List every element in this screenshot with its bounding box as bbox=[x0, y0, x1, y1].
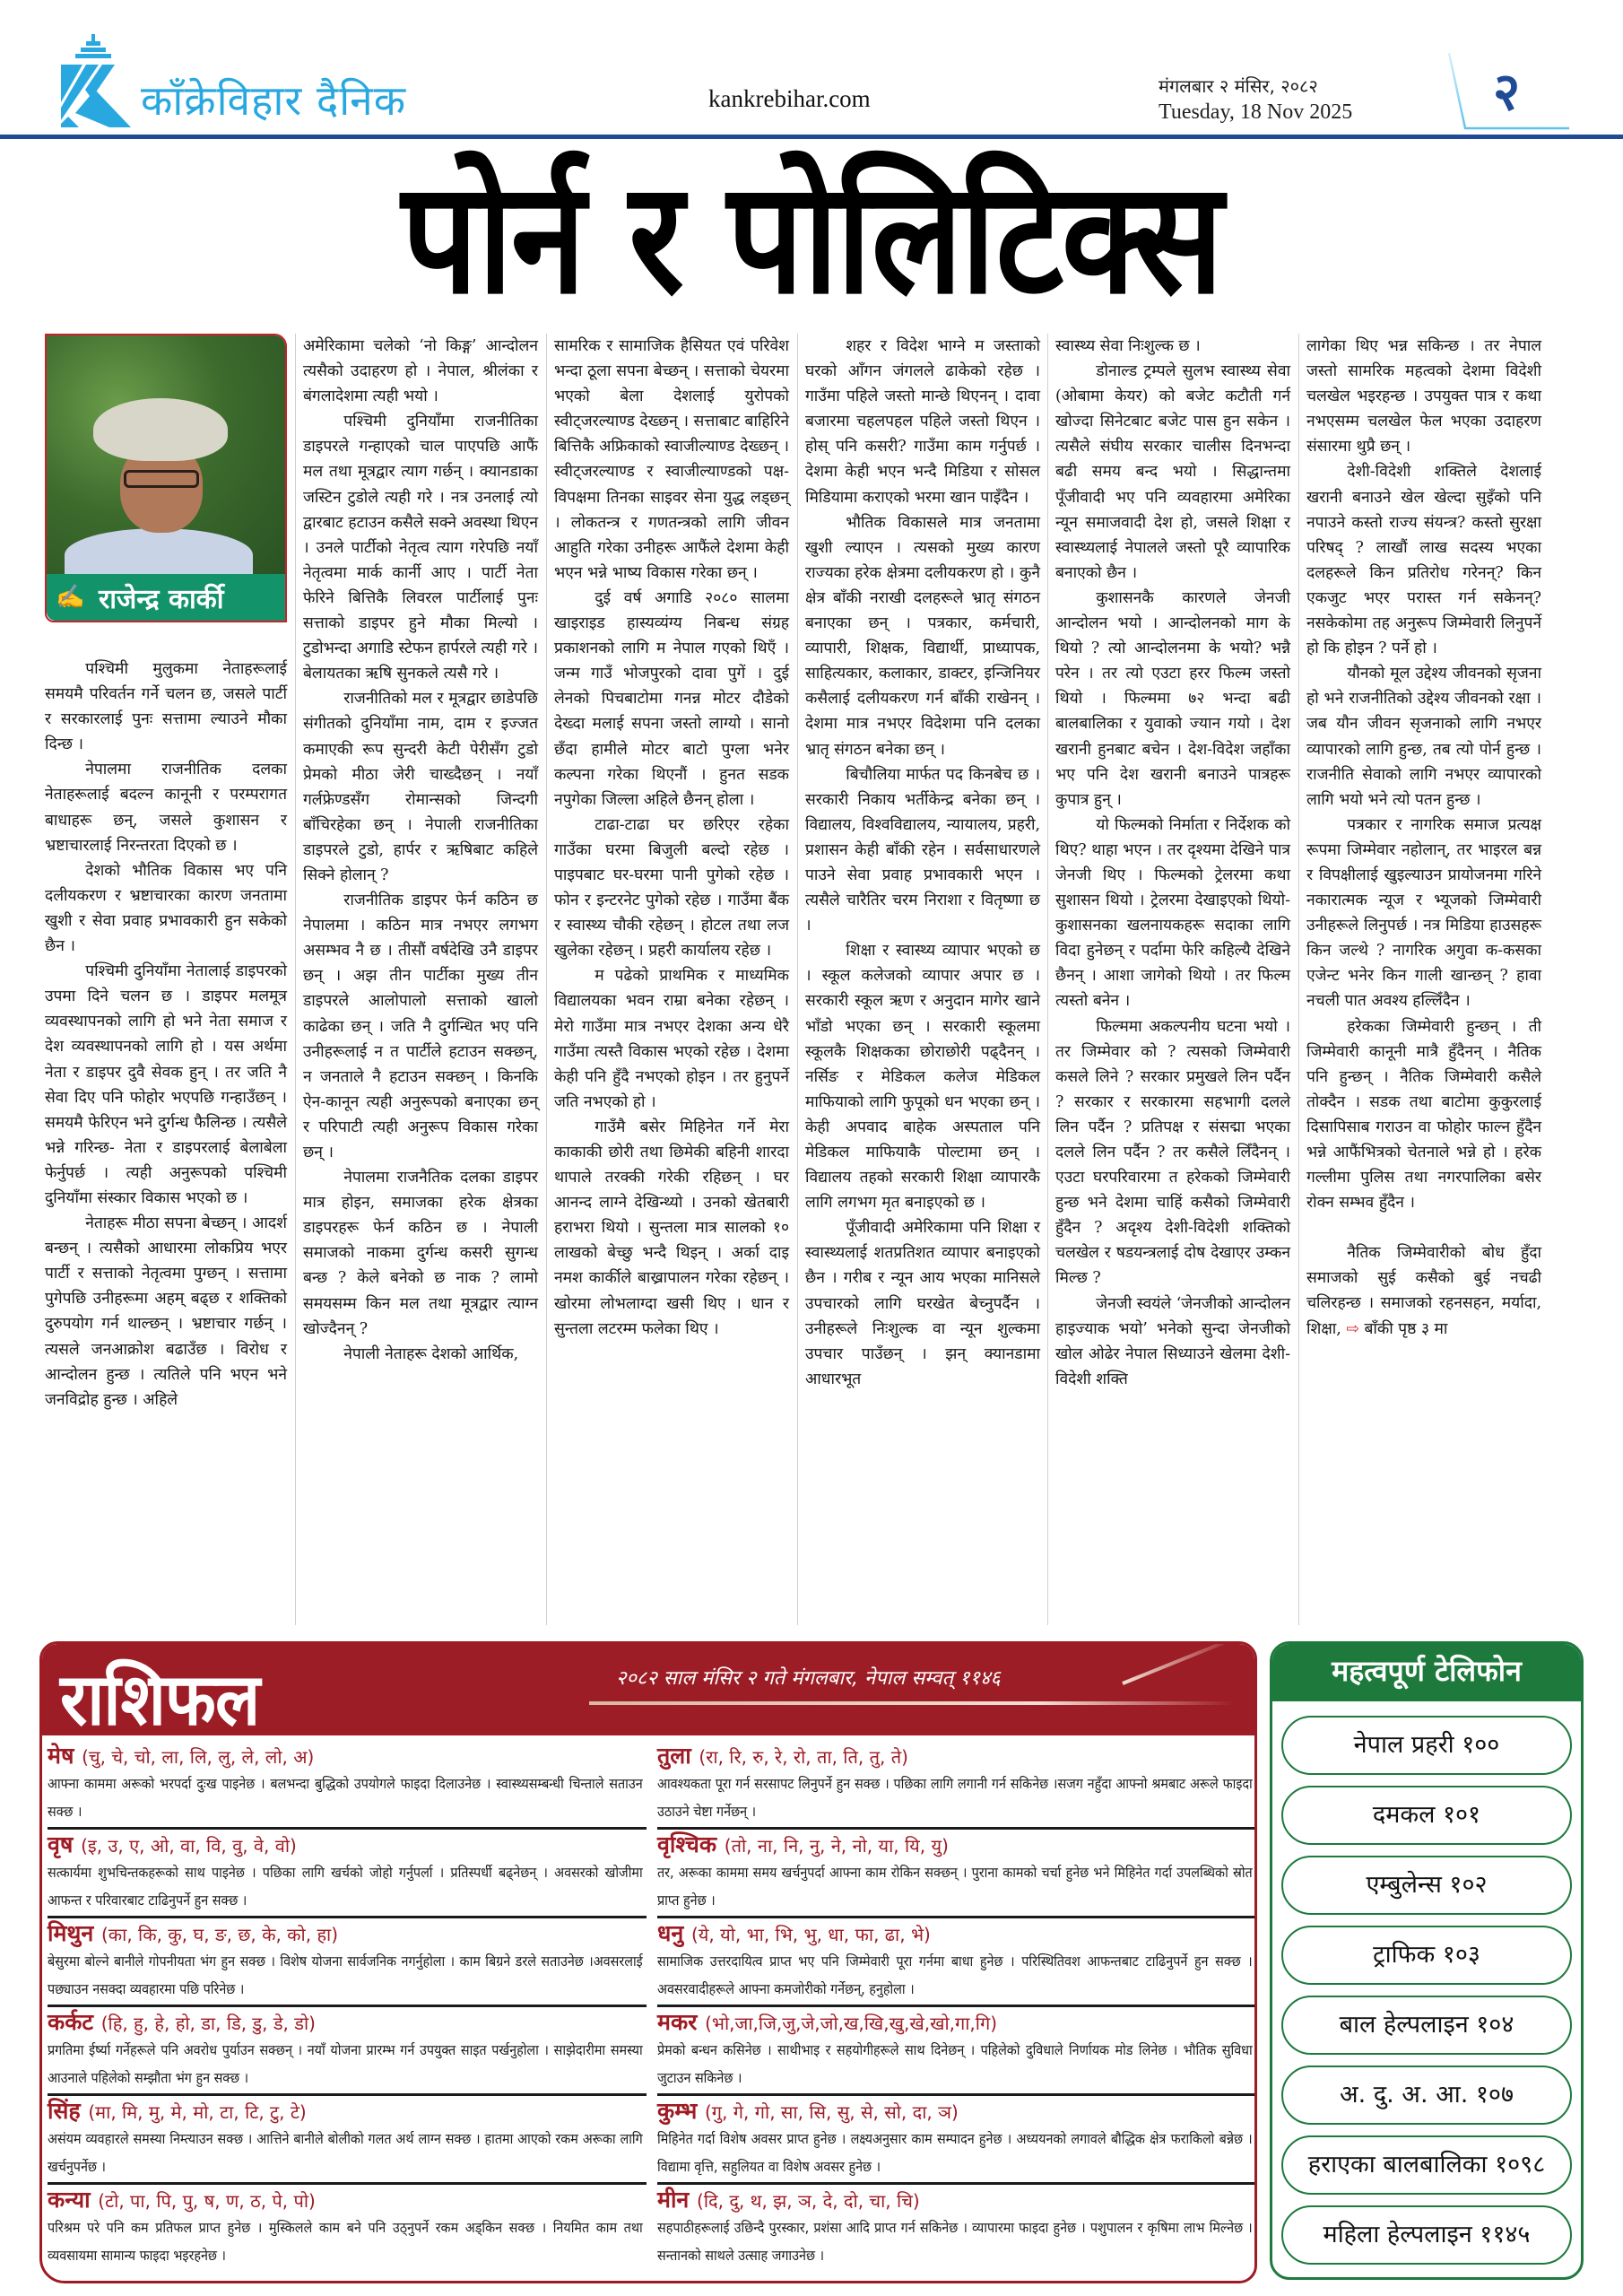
paragraph: टाढा-टाढा घर छरिएर रहेका गाउँका घरमा बिजुली बल्दो रहेछ । पाइपबाट घर-घरमा पानी पुगेको रहेछ । फोन र इन्टरनेट पुगेको रहेछ । गाउँमा बैंक र स्वास्थ्य चौकी रहेछन् । होटल तथा लज खुलेका रहेछन् । प्रहरी कार्यालय रहेछ । bbox=[554, 815, 789, 961]
sign-name: मेष bbox=[48, 1743, 74, 1769]
paragraph: बिचौलिया मार्फत पद किनबेच छ । सरकारी निकाय भर्तीकेन्द्र बनेका छन् । विद्यालय, विश्वविद्यालय, न्यायालय, प्रहरी, प्रशासन केही बाँकी रहेन । सर्वसाधारणले पाउने सेवा प्रवाह प्रभावकारी भएन । त्यसैले चारैतिर चरम निराशा र वितृष्णा छ । bbox=[805, 765, 1040, 935]
decorative-rule bbox=[589, 1701, 1235, 1705]
page-number: २ bbox=[1493, 61, 1521, 122]
horoscope-item bbox=[657, 2185, 1256, 2274]
paragraph: जेनजी स्वयंले ‘जेनजीको आन्दोलन हाइज्याक भयो’ भनेको सुन्दा जेनजीको खोल ओढेर नेपाल सिध्याउने खेलमा देशी-विदेशी शक्ति bbox=[1055, 1294, 1290, 1388]
paragraph: कुशासनकै कारणले जेनजी आन्दोलन भयो । आन्दोलनको माग के थियो ? त्यो आन्दोलनमा के भयो? भन्नै परेन । तर त्यो एउटा हरर फिल्म जस्तो थियो । फिल्ममा ७२ भन्दा बढी बालबालिका र युवाको ज्यान गयो । देश खरानी हुनबाट बचेन । देश-विदेश जहाँका भए पनि देश खरानी बनाउने पात्रहरू कुपात्र हुन् । bbox=[1055, 588, 1290, 809]
paragraph: यौनको मूल उद्देश्य जीवनको सृजना हो भने राजनीतिको उद्देश्य जीवनको रक्षा । जब यौन जीवन सृजनाको लागि नभएर व्यापारको लागि हुन्छ, तब त्यो पोर्न हुन्छ । राजनीति सेवाको लागि नभएर व्यापारको लागि भयो भने त्यो पतन हुन्छ । bbox=[1306, 665, 1541, 809]
column-divider bbox=[546, 334, 547, 1625]
date-nepali: मंगलबार २ मंसिर, २०८२ bbox=[1159, 75, 1318, 97]
logo-text: काँक्रेविहार दैनिक bbox=[141, 76, 407, 125]
date-english: Tuesday, 18 Nov 2025 bbox=[1159, 100, 1353, 124]
author-byline bbox=[47, 574, 285, 621]
phone-item[interactable]: नेपाल प्रहरी १०० bbox=[1281, 1716, 1572, 1775]
column-divider bbox=[1047, 334, 1048, 1625]
sign-name: वृष bbox=[48, 1831, 74, 1857]
paragraph: अमेरिकामा चलेको ‘नो किङ्ग’ आन्दोलन त्यसैको उदाहरण हो । नेपाल, श्रीलंका र बंगलादेशमा त्यही भयो । bbox=[303, 337, 538, 406]
sign-syllables: (दि, दु, थ, झ, ञ, दे, दो, चा, चि) bbox=[697, 2190, 920, 2212]
site-url[interactable]: kankrebihar.com bbox=[708, 85, 871, 112]
author-name: राजेन्द्र कार्की bbox=[99, 584, 224, 615]
paragraph: नेपाली नेताहरू देशको आर्थिक, bbox=[343, 1344, 519, 1363]
sign-forecast: प्रगतिमा ईर्ष्या गर्नेहरूले पनि अवरोध पुर्याउन सक्छन् । नयाँ योजना प्रारम्भ गर्न उपयुक्त साइत पर्खनुहोला । साझेदारीमा समस्या आउनाले पहिलेको सम्झौता भंग हुन सक्छ । bbox=[48, 2042, 643, 2086]
phone-item[interactable]: महिला हेल्पलाइन ११४५ bbox=[1281, 2205, 1572, 2265]
decorative-rule bbox=[1122, 1641, 1239, 1685]
phone-item[interactable]: हराएका बालबालिका १०९८ bbox=[1281, 2135, 1572, 2195]
horoscope-column-right bbox=[657, 1741, 1256, 2274]
sign-syllables: (टो, पा, पि, पु, ष, ण, ठ, पे, पो) bbox=[98, 2190, 316, 2212]
masthead-rule bbox=[0, 135, 1623, 139]
phone-item[interactable]: एम्बुलेन्स १०२ bbox=[1281, 1856, 1572, 1915]
paragraph: दुई वर्ष अगाडि २०८० सालमा खाइराइड हास्यव्यंग्य निबन्ध संग्रह प्रकाशनको लागि म नेपाल गएको थिएँ । जन्म गाउँ भोजपुरको दावा पुगें । दुई लेनको पिचबाटोमा गनन्न मोटर दौडेको देख्दा मलाई सपना जस्तो लाग्यो । सानो छँदा हामीले मोटर बाटो पुग्ला भनेर कल्पना गरेका थिएनौं । हुनत सडक नपुगेका जिल्ला अहिले छैनन् होला । bbox=[554, 588, 789, 809]
sign-syllables: (हि, हु, हे, हो, डा, डि, डु, डे, डो) bbox=[100, 2013, 316, 2034]
horoscope-item bbox=[657, 1918, 1256, 2007]
article-headline: पोर्न र पोलिटिक्स bbox=[401, 149, 1222, 329]
horoscope-item bbox=[48, 1741, 647, 1830]
paragraph: पश्चिमी दुनियाँमा राजनीतिका डाइपरले गन्हाएको चाल पाएपछि आफैं मल तथा मूत्रद्वार त्याग गर्छन् । क्यानडाका जस्टिन टुडोले त्यही गरे । नत्र उनलाई त्यो द्वारबाट हटाउन कसैले सक्ने अवस्था थिएन । उनले पार्टीको नेतृत्व त्याग गरेपछि नयाँ नेतृत्वमा मार्क कार्नी आए । पार्टी नेता फेरिने बित्तिकै लिवरल पार्टीलाई पुनः सत्ताको डाइपर हुने मौका मिल्यो । टुडोभन्दा अगाडि स्टेफन हार्परले त्यही गरे । बेलायतका ऋषि सुनकले त्यसै गरे । bbox=[303, 413, 538, 683]
paragraph: शहर र विदेश भाग्ने म जस्ताको घरको आँगन जंगलले ढाकेको रहेछ । गाउँमा पहिले जस्तो मान्छे थिएनन् । दावा बजारमा चहलपहल पहिले जस्तो थिएन । होस् पनि कसरी? गाउँमा काम गर्नुपर्छ । देशमा केही भएन भन्दै मिडिया र सोसल मिडियामा कराएको भरमा खान पाइँदैन । bbox=[805, 337, 1040, 507]
author-photo bbox=[47, 335, 285, 574]
paragraph: फिल्ममा अकल्पनीय घटना भयो । तर जिम्मेवार को ? त्यसको जिम्मेवारी कसले लिने ? सरकार प्रमुखले लिन पर्दैन ? सरकार र सरकारमा सहभागी दलले लिन पर्दैन ? प्रतिपक्ष र संसद्मा भएका दलले लिन पर्दैन ? तर कसैले लिँदैनन् । एउटा घरपरिवारमा त हरेकको जिम्मेवारी हुन्छ भने देशमा चाहिं कसैको जिम्मेवारी हुँदैन ? अदृश्य देशी-विदेशी शक्तिको चलखेल र षडयन्त्रलाई दोष देखाएर उम्कन मिल्छ ? bbox=[1055, 1017, 1290, 1288]
column-divider bbox=[1298, 334, 1299, 1625]
paragraph: राजनीतिक डाइपर फेर्न कठिन छ नेपालमा । कठिन मात्र नभएर लगभग असम्भव नै छ । तीसौं वर्षदेखि उनै डाइपर छन् । अझ तीन पार्टीका मुख्य तीन डाइपरले आलोपालो सत्ताको खालो काढेका छन् । जति नै दुर्गन्धित भए पनि उनीहरूलाई न त पार्टीले हटाउन सक्छन्, न जनताले नै हटाउन सक्छन् । किनकि ऐन-कानून त्यही अनुरूपको बनाएका छन् र परिपाटी त्यही अनुरूप विकास गरेका छन् । bbox=[303, 891, 538, 1161]
paragraph: नैतिक जिम्मेवारीको बोध हुँदा समाजको सुई कसैको बुई नचढी चलिरहन्छ । समाजको रहनसहन, मर्यादा, शिक्षा, ⇨ बाँकी पृष्ठ ३ मा bbox=[1306, 1244, 1541, 1338]
paragraph: राजनीतिको मल र मूत्रद्वार छाडेपछि संगीतको दुनियाँमा नाम, दाम र इज्जत कमाएकी रूप सुन्दरी केटी पेरीसँग टुडो प्रेमको मीठा जेरी चाख्दैछन् । नयाँ गर्लफ्रेण्डसँग रोमान्सको जिन्दगी बाँचिरहेका छन् । नेपाली राजनीतिका डाइपरले टुडो, हार्पर र ऋषिबाट कहिले सिक्ने होलान् ? bbox=[303, 690, 538, 884]
horoscope-item bbox=[657, 2007, 1256, 2096]
phones-header bbox=[1272, 1644, 1581, 1701]
horoscope-title: राशिफल bbox=[60, 1657, 260, 1742]
horoscope-item bbox=[48, 1918, 647, 2007]
sign-syllables: (भो,जा,जि,जु,जे,जो,ख,खि,खु,खे,खो,गा,गि) bbox=[705, 2013, 998, 2034]
newspaper-logo[interactable] bbox=[56, 34, 450, 127]
sign-forecast: सामाजिक उत्तरदायित्व प्राप्त भए पनि जिम्मेवारी पूरा गर्नमा बाधा हुनेछ । परिस्थितिवश आफन्तबाट टाढिनुपर्ने हुन सक्छ । अवसरवादीहरूले आफ्ना कमजोरीको गर्नेछन्, हनुहोला । bbox=[657, 1953, 1253, 1997]
sign-name: तुला bbox=[657, 1743, 691, 1769]
phone-item[interactable]: ट्राफिक १०३ bbox=[1281, 1926, 1572, 1985]
column-divider bbox=[295, 334, 296, 1625]
pen-writing-icon: ✍ bbox=[56, 584, 85, 611]
sign-name: कन्या bbox=[48, 2187, 91, 2213]
article-body bbox=[45, 334, 1614, 1625]
horoscope-date: २०८२ साल मंसिर २ गते मंगलबार, नेपाल सम्वत् ११४६ bbox=[616, 1667, 1001, 1690]
sign-syllables: (इ, उ, ए, ओ, वा, वि, वु, वे, वो) bbox=[81, 1835, 297, 1857]
article-column-4 bbox=[805, 334, 1040, 1392]
paragraph: पश्चिमी दुनियाँमा नेतालाई डाइपरको उपमा दिने चलन छ । डाइपर मलमूत्र व्यवस्थापनको लागि हो भने नेता समाज र देश व्यवस्थापनको लागि हो । यस अर्थमा नेता र डाइपर दुवै सेवक हुन् । तर जति नै सेवा दिए पनि फोहोर भएपछि गन्हाउँछन् । समयमै फेरिएन भने दुर्गन्ध फैलिन्छ । त्यसैले भन्ने गरिन्छ- नेता र डाइपरलाई बेलाबेला फेर्नुपर्छ । त्यही अनुरूपको पश्चिमी दुनियाँमा संस्कार विकास भएको छ । bbox=[45, 962, 287, 1207]
paragraph: सामरिक र सामाजिक हैसियत एवं परिवेश भन्दा ठूला सपना बेच्छन् । सत्ताको चेयरमा भएको बेला देशलाई युरोपको स्वीट्जरल्याण्ड देख्छन् । सत्ताबाट बाहिरिने बित्तिकै अफ्रिकाको स्वाजील्याण्ड देख्छन् । स्वीट्जरल्याण्ड र स्वाजील्याण्डको पक्ष-विपक्षमा तिनका साइवर सेना युद्ध लड्छन् । लोकतन्त्र र गणतन्त्रको लागि जीवन आहुति गरेका उनीहरू आफैंले देशमा केही भएन भन्ने भाष्य विकास गरेका छन् । bbox=[554, 337, 789, 582]
sign-forecast: बेसुरमा बोल्ने बानीले गोपनीयता भंग हुन सक्छ । विशेष योजना सार्वजनिक नगर्नुहोला । काम बिग्रने डरले सताउनेछ ।अवसरलाई पछ्याउन नसक्दा व्यवहारमा पछि परिनेछ । bbox=[48, 1953, 643, 1997]
paragraph: शिक्षा र स्वास्थ्य व्यापार भएको छ । स्कूल कलेजको व्यापार अपार छ । सरकारी स्कूल ऋण र अनुदान मागेर खाने भाँडो भएका छन् । सरकारी स्कूलमा स्कूलकै शिक्षकका छोराछोरी पढ्दैनन् । नर्सिङ र मेडिकल कलेज मेडिकल माफियाको लागि फुपूको धन भएका छन् । केही अपवाद बाहेक अस्पताल पनि मेडिकल माफियाकै पोल्टामा छन् । विद्यालय तहको सरकारी शिक्षा व्यापारकै लागि लगभग मृत बनाइएको छ । bbox=[805, 942, 1040, 1213]
right-arrow-icon: ⇨ bbox=[1346, 1319, 1359, 1338]
horoscope-item bbox=[48, 2096, 647, 2185]
paragraph: लागेका थिए भन्न सकिन्छ । तर नेपाल जस्तो सामरिक महत्वको देशमा विदेशी चलखेल भइरहन्छ । उपयुक्त पात्र र कथा नभएसम्म चलखेल फेल भएका उदाहरण संसारमा थुप्रै छन् । bbox=[1306, 337, 1541, 457]
author-card bbox=[45, 334, 287, 622]
sign-syllables: (मा, मि, मु, मे, मो, टा, टि, टु, टे) bbox=[88, 2101, 307, 2123]
horoscope-item bbox=[48, 1830, 647, 1918]
sign-syllables: (चु, चे, चो, ला, लि, लु, ले, लो, अ) bbox=[82, 1746, 315, 1768]
paragraph: नेताहरू मीठा सपना बेच्छन् । आदर्श बन्छन् । त्यसैको आधारमा लोकप्रिय भएर पार्टी र सत्ताको नेतृत्वमा पुग्छन् । सत्तामा पुगेपछि उनीहरूमा अहम् बढ्छ र शक्तिको दुरुपयोग गर्न थाल्छन् । भ्रष्टाचार गर्छन् । त्यसले जनआक्रोश बढाउँछ । विरोध र आन्दोलन हुन्छ । त्यतिले पनि भएन भने जनविद्रोह हुन्छ । अहिले bbox=[45, 1214, 287, 1409]
paragraph: यो फिल्मको निर्माता र निर्देशक को थिए? थाहा भएन । तर दृश्यमा देखिने पात्र जेनजी थिए । फिल्मको ट्रेलरमा कथा सुशासन थियो । ट्रेलरमा देखाइएको थियो- कुशासनका खलनायकहरू सदाका लागि विदा हुनेछन् र पर्दामा फेरि कहिल्यै देखिने छैनन् । आशा जागेको थियो । तर फिल्म त्यस्तो बनेन । bbox=[1055, 815, 1290, 1011]
phone-item[interactable]: दमकल १०१ bbox=[1281, 1786, 1572, 1845]
horoscope-item bbox=[48, 2007, 647, 2096]
sign-name: मिथुन bbox=[48, 1920, 94, 1946]
sign-forecast: मिहिनेत गर्दा विशेष अवसर प्राप्त हुनेछ । लक्ष्यअनुसार काम सम्पादन हुनेछ । अध्ययनको लगावले बौद्धिक क्षेत्र फराकिलो बन्नेछ । विद्यामा वृत्ति, सहुलियत वा विशेष अवसर हुनेछ । bbox=[657, 2131, 1253, 2175]
article-column-5 bbox=[1055, 334, 1290, 1392]
sign-name: वृश्चिक bbox=[657, 1831, 717, 1857]
sign-name: कुम्भ bbox=[657, 2098, 698, 2124]
article-column-2 bbox=[303, 334, 538, 1367]
paragraph: नेपालमा राजनैतिक दलका डाइपर मात्र होइन, समाजका हरेक क्षेत्रका डाइपरहरू फेर्न कठिन छ । नेपाली समाजको नाकमा दुर्गन्ध कसरी सुगन्ध बन्छ ? केले बनेको छ नाक ? लामो समयसम्म किन मल तथा मूत्रद्वार त्याग्न खोज्दैनन् ? bbox=[303, 1169, 538, 1338]
paragraph: डोनाल्ड ट्रम्पले सुलभ स्वास्थ्य सेवा (ओबामा केयर) को बजेट कटौती गर्न खोज्दा सिनेटबाट बजेट पास हुन सकेन । त्यसैले संघीय सरकार चालीस दिनभन्दा बढी समय बन्द भयो । सिद्धान्तमा पूँजीवादी भए पनि व्यवहारमा अमेरिका न्यून समाजवादी देश हो, जसले शिक्षा र स्वास्थ्यलाई नेपालले जस्तो पूरै व्यापारिक बनाएको छैन । bbox=[1055, 362, 1290, 582]
paragraph: पूँजीवादी अमेरिकामा पनि शिक्षा र स्वास्थ्यलाई शतप्रतिशत व्यापार बनाइएको छैन । गरीब र न्यून आय भएका मानिसले उपचारको लागि घरखेत बेच्नुपर्दैन । उनीहरूले निःशुल्क वा न्यून शुल्कमा उपचार पाउँछन् । झन् क्यानडामा आधारभूत bbox=[805, 1219, 1040, 1388]
paragraph: पश्चिमी मुलुकमा नेताहरूलाई समयमै परिवर्तन गर्ने चलन छ, जसले पार्टी र सरकारलाई पुनः सत्तामा ल्याउने मौका दिन्छ । bbox=[45, 660, 287, 754]
sign-syllables: (ये, यो, भा, भि, भु, धा, फा, ढा, भे) bbox=[690, 1924, 931, 1945]
horoscope-item bbox=[657, 2096, 1256, 2185]
sign-syllables: (का, कि, कु, घ, ङ, छ, के, को, हा) bbox=[101, 1924, 339, 1945]
masthead bbox=[0, 0, 1623, 135]
paragraph: गाउँमै बसेर मिहिनेत गर्ने मेरा काकाकी छोरी तथा छिमेकी बहिनी शारदा थापाले तरक्की गरेकी रहिछन् । घर आनन्द लाग्ने देखिन्थ्यो । उनको खेतबारी हराभरा थियो । सुन्तला मात्र सालको १० लाखको बेच्छु भन्दै थिइन् । अर्का दाइ नमश कार्कीले बाख्रापालन गरेका रहेछन् । खोरमा लोभलाग्दा खसी थिए । धान र सुन्तला लटरम्म फलेका थिए । bbox=[554, 1118, 789, 1338]
temple-k-logo-icon bbox=[56, 34, 136, 127]
important-phones-box bbox=[1270, 1641, 1584, 2280]
horoscope-box bbox=[39, 1641, 1257, 2283]
paragraph: देशको भौतिक विकास भए पनि दलीयकरण र भ्रष्टाचारका कारण जनतामा खुशी र सेवा प्रवाह प्रभावकारी हुन सकेको छैन । bbox=[45, 861, 287, 956]
sign-forecast: आवश्यकता पूरा गर्न सरसापट लिनुपर्ने हुन सक्छ । पछिका लागि लगानी गर्न सकिनेछ ।सजग नहुँदा आफ्नो श्रमबाट अरूले फाइदा उठाउने चेष्टा गर्नेछन् । bbox=[657, 1776, 1253, 1820]
sign-name: कर्कट bbox=[48, 2009, 94, 2035]
phone-item[interactable]: बाल हेल्पलाइन १०४ bbox=[1281, 1996, 1572, 2055]
horoscope-column-left bbox=[48, 1741, 647, 2274]
sign-name: धनु bbox=[657, 1920, 684, 1946]
sign-forecast: परिश्रम परे पनि कम प्रतिफल प्राप्त हुनेछ । मुस्किलले काम बने पनि उठ्नुपर्ने रकम अड्किन सक्छ । नियमित काम तथा व्यवसायमा सामान्य फाइदा भइरहनेछ । bbox=[48, 2220, 643, 2264]
paragraph: देशी-विदेशी शक्तिले देशलाई खरानी बनाउने खेल खेल्दा सुइँको पनि नपाउने कस्तो राज्य संयन्त्र? कस्तो सुरक्षा परिषद् ? लाखौं लाख सदस्य भएका दलहरूले किन प्रतिरोध गरेनन्? किन एकजुट भएर परास्त गर्न सकेनन्? नसकेकोमा तह अनुरूप जिम्मेवारी लिनुपर्ने हो कि होइन ? पर्ने हो । bbox=[1306, 463, 1541, 658]
horoscope-item bbox=[657, 1830, 1256, 1918]
paragraph: नेपालमा राजनीतिक दलका नेताहरूलाई बदल्न कानूनी र परम्परागत बाधाहरू छन्, जसले कुशासन र भ्रष्टाचारलाई निरन्तरता दिएको छ । bbox=[45, 761, 287, 855]
horoscope-header bbox=[42, 1644, 1254, 1742]
sign-syllables: (रा, रि, रु, रे, रो, ता, ति, तु, ते) bbox=[699, 1746, 908, 1768]
paragraph: हरेकका जिम्मेवारी हुन्छन् । ती जिम्मेवारी कानूनी मात्रै हुँदैनन् । नैतिक पनि हुन्छन् । नैतिक जिम्मेवारी कसैले तोक्दैन । सडक तथा बाटोमा कुकुरलाई दिसापिसाब गराउन वा फोहोर फाल्न हुँदैन भन्ने आफैंभित्रको चेतनाले भन्ने हो । हरेक गल्लीमा पुलिस तथा नगरपालिका बसेर रोक्न सम्भव हुँदैन । bbox=[1306, 1017, 1541, 1213]
column-divider bbox=[797, 334, 798, 1625]
sign-name: मकर bbox=[657, 2009, 698, 2035]
paragraph: भौतिक विकासले मात्र जनतामा खुशी ल्याएन । त्यसको मुख्य कारण राज्यका हरेक क्षेत्रमा दलीयकरण हो । कुनै क्षेत्र बाँकी नराखी दलहरूले भ्रातृ संगठन बनाएका छन् । पत्रकार, कर्मचारी, व्यापारी, शिक्षक, विद्यार्थी, प्राध्यापक, साहित्यकार, कलाकार, डाक्टर, इन्जिनियर कसैलाई दलीयकरण गर्न बाँकी राखेनन् । देशमा मात्र नभएर विदेशमा पनि दलका भ्रातृ संगठन बनेका छन् । bbox=[805, 513, 1040, 759]
horoscope-item bbox=[48, 2185, 647, 2274]
paragraph: पत्रकार र नागरिक समाज प्रत्यक्ष रूपमा जिम्मेवार नहोलान्, तर भाइरल बन्न र विपक्षीलाई खुइल्याउन प्रायोजनमा गरिने नकारात्मक न्यूज र भ्यूजको जिम्मेवारी उनीहरूले लिनुपर्छ । नत्र मिडिया हाउसहरू किन जल्थे ? नागरिक अगुवा क-कसका एजेन्ट भनेर किन गाली खान्छन् ? हावा नचली पात अवश्य हल्लिँदैन । bbox=[1306, 815, 1541, 1011]
sign-syllables: (तो, ना, नि, नु, ने, नो, या, यि, यु) bbox=[724, 1835, 949, 1857]
phone-item[interactable]: अ. दु. अ. आ. १०७ bbox=[1281, 2066, 1572, 2125]
paragraph: स्वास्थ्य सेवा निःशुल्क छ । bbox=[1055, 337, 1201, 355]
sign-forecast: सहपाठीहरूलाई उछिन्दै पुरस्कार, प्रशंसा आदि प्राप्त गर्न सकिनेछ । व्यापारमा फाइदा हुनेछ । पशुपालन र कृषिमा लाभ मिल्नेछ । सन्तानको साथले उत्साह जगाउनेछ । bbox=[657, 2220, 1253, 2264]
horoscope-item bbox=[657, 1741, 1256, 1830]
article-column-3 bbox=[554, 334, 789, 1342]
sign-syllables: (गु, गे, गो, सा, सि, सु, से, सो, दा, ञ) bbox=[705, 2101, 959, 2123]
sign-forecast: प्रेमको बन्धन कसिनेछ । साथीभाइ र सहयोगीहरूले साथ दिनेछन् । पहिलेको दुविधाले निर्णायक मोड लिनेछ । भौतिक सुविधा जुटाउन सकिनेछ । bbox=[657, 2042, 1253, 2086]
sign-forecast: असंयम व्यवहारले समस्या निम्त्याउन सक्छ । आत्तिने बानीले बोलीको गलत अर्थ लाग्न सक्छ । हातमा आएको रकम अरूका लागि खर्चनुपर्नेछ । bbox=[48, 2131, 643, 2175]
article-column-6 bbox=[1306, 334, 1541, 1342]
article-column-1 bbox=[45, 657, 287, 1413]
paragraph: म पढेको प्राथमिक र माध्यमिक विद्यालयका भवन राम्रा बनेका रहेछन् । मेरो गाउँमा मात्र नभएर देशका अन्य धेरै गाउँमा त्यस्तै विकास भएको रहेछ । देशमा केही पनि हुँदै नभएको होइन । तर हुनुपर्ने जति नभएको हो । bbox=[554, 967, 789, 1111]
continued-on-page-link[interactable]: बाँकी पृष्ठ ३ मा bbox=[1364, 1319, 1448, 1338]
phones-title: महत्वपूर्ण टेलिफोन bbox=[1332, 1654, 1522, 1688]
sign-name: मीन bbox=[657, 2187, 690, 2213]
sign-forecast: सत्कार्यमा शुभचिन्तकहरूको साथ पाइनेछ । पछिका लागि खर्चको जोहो गर्नुपर्ला । प्रतिस्पर्धी बढ्नेछन् । अवसरको खोजीमा आफन्त र परिवारबाट टाढिनुपर्ने हुन सक्छ । bbox=[48, 1865, 643, 1909]
sign-name: सिंह bbox=[48, 2098, 81, 2124]
sign-forecast: तर, अरूका काममा समय खर्चनुपर्दा आफ्ना काम रोकिन सक्छन् । पुराना कामको चर्चा हुनेछ भने मिहिनेत गर्दा उपलब्धिको स्रोत प्राप्त हुनेछ । bbox=[657, 1865, 1253, 1909]
sign-forecast: आफ्ना काममा अरूको भरपर्दा दुःख पाइनेछ । बलभन्दा बुद्धिको उपयोगले फाइदा दिलाउनेछ । स्वास्थ्यसम्बन्धी चिन्ताले सताउन सक्छ । bbox=[48, 1776, 643, 1820]
